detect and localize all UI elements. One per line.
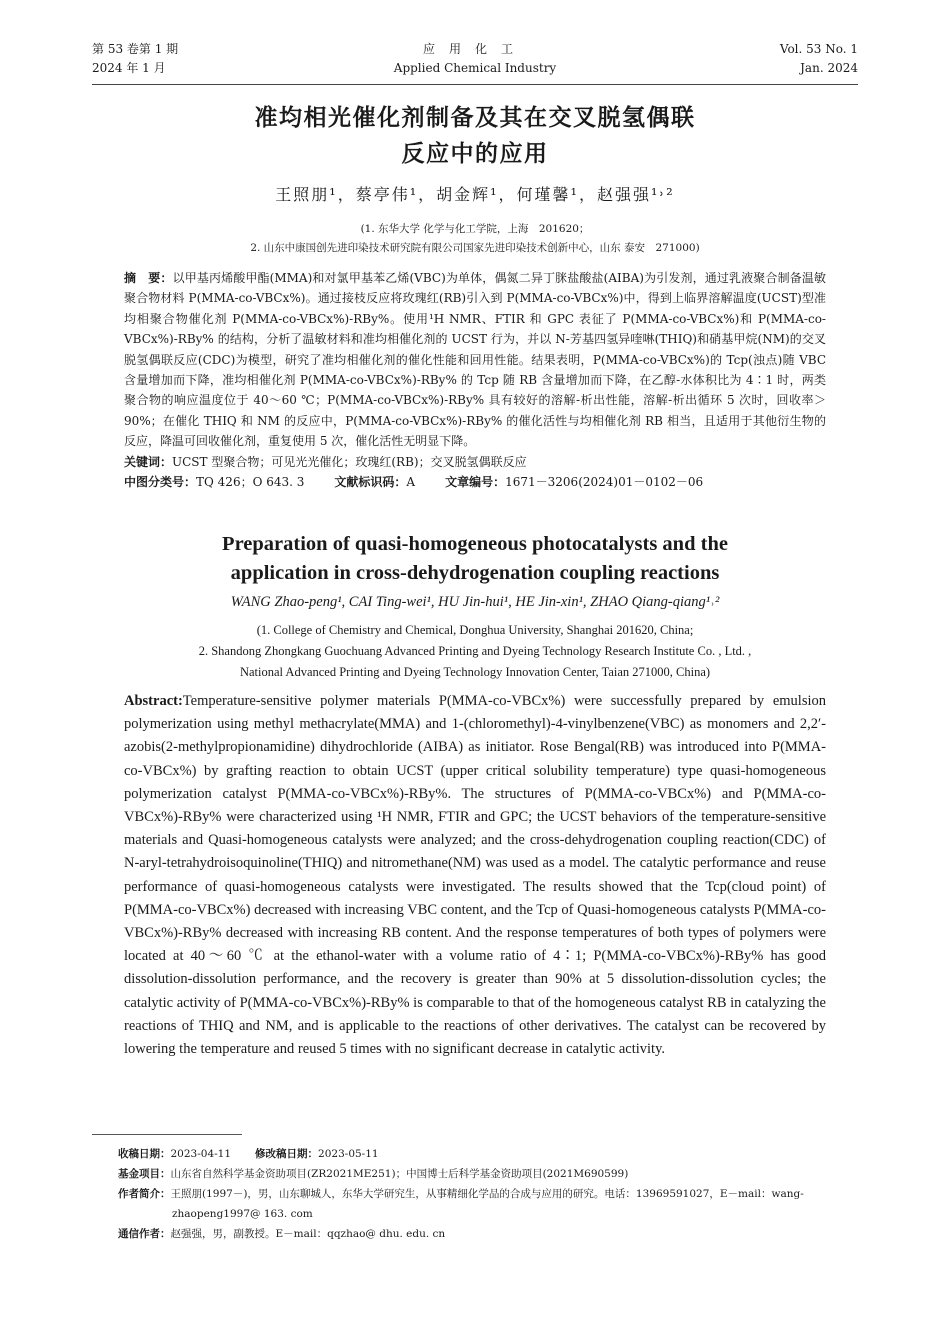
authors-en: WANG Zhao-peng¹, CAI Ting-wei¹, HU Jin-hui¹, HE Jin-xin¹, ZHAO Qiang-qiang¹˒² bbox=[230, 594, 720, 610]
keywords-cn-label: 关键词： bbox=[124, 454, 173, 469]
received-date: 2023-04-11 bbox=[170, 1148, 232, 1160]
abstract-cn bbox=[124, 268, 826, 492]
bio-email: zhaopeng1997@ 163. com bbox=[172, 1208, 313, 1220]
revised-label: 修改稿日期： bbox=[255, 1148, 319, 1160]
clc-label: 中图分类号： bbox=[124, 475, 197, 490]
affiliation-en-2: 2. Shandong Zhongkang Guochuang Advanced Printing and Dyeing Technology Research Institute Co. , Ltd. , bbox=[198, 644, 752, 658]
footnote-divider bbox=[92, 1134, 242, 1135]
footnotes bbox=[118, 1144, 858, 1244]
volume-cn: 第 53 卷第 1 期 bbox=[92, 42, 179, 56]
journal-name-cn: 应用化工 bbox=[422, 42, 527, 56]
corresponding-label: 通信作者： bbox=[118, 1228, 171, 1240]
affiliation-cn-2: 2. 山东中康国创先进印染技术研究院有限公司国家先进印染技术创新中心，山东 泰安 271000) bbox=[250, 242, 700, 254]
affiliation-en-1: (1. College of Chemistry and Chemical, Donghua University, Shanghai 201620, China; bbox=[256, 623, 694, 637]
title-en-line2: application in cross-dehydrogenation coupling reactions bbox=[230, 562, 720, 584]
clc-number: TQ 426；O 643. 3 bbox=[196, 475, 305, 490]
date-cn: 2024 年 1 月 bbox=[92, 61, 166, 75]
bio-text: 王照朋(1997－)，男，山东聊城人，东华大学研究生，从事精细化学品的合成与应用的研究。电话：13969591027，E－mail：wang- bbox=[170, 1188, 804, 1200]
keywords-cn-text: UCST 型聚合物；可见光光催化；玫瑰红(RB)；交叉脱氢偶联反应 bbox=[172, 454, 527, 469]
affiliations-en bbox=[92, 620, 858, 683]
article-id: 1671－3206(2024)01－0102－06 bbox=[505, 475, 704, 490]
affiliation-en-3: National Advanced Printing and Dyeing Technology Innovation Center, Taian 271000, China) bbox=[239, 665, 711, 679]
abstract-en bbox=[124, 690, 826, 1061]
title-cn bbox=[92, 100, 858, 172]
corresponding-text: 赵强强，男，副教授。E－mail：qqzhao@ dhu. edu. cn bbox=[170, 1228, 446, 1240]
revised-date: 2023-05-11 bbox=[318, 1148, 379, 1160]
affiliations-cn bbox=[92, 220, 858, 258]
bio-label: 作者简介： bbox=[118, 1188, 171, 1200]
abstract-en-text: Temperature-sensitive polymer materials P(MMA-co-VBCx%) were successfully prepared by emulsion polymerization using methyl methacrylate(MMA) and 1-(chloromethyl)-4-vinylbenzene(VBC) as monomers and 2,2′-azobis(2-methylpropionamidine) dihydrochloride (AIBA) as initiator. Rose Bengal(RB) was introduced into P(MMA-co-VBCx%) by grafting reaction to obtain UCST (upper critical solubility temperature) type quasi-homogeneous polymerization catalyst P(MMA-co-VBCx%)-RBy%. The structures of P(MMA-co-VBCx%) and P(MMA-co-VBCx%)-RBy% were characterized using ¹H NMR, FTIR and GPC; the UCST behaviors of the temperature-sensitive materials and Quasi-homogeneous catalysts were analyzed; and the cross-dehydrogenation coupling reaction(CDC) of N-aryl-tetrahydroisoquinoline(THIQ) and nitromethane(NM) was used as a model. The catalytic performance and reuse performance of quasi-homogeneous catalysts were investigated. The results showed that the Tcp(cloud point) of P(MMA-co-VBCx%) decreased with increasing VBC content, and the Tcp of Quasi-homogeneous catalysts P(MMA-co-VBCx%)-RBy% decreased with increasing RB content. And the response temperatures of both types of polymers were located at 40～60 ℃ at the ethanol-water with a volume ratio of 4∶1; P(MMA-co-VBCx%)-RBy% has good dissolution-dissolution performance, and the recovery is greater than 90% at 5 dissolution-dissolution cycles; the catalytic activity of P(MMA-co-VBCx%)-RBy% is comparable to that of the homogeneous catalyst RB in catalyzing the reactions of THIQ and NM, and is applicable to the reactions of other derivatives. The catalyst can be recovered by lowering the temperature and reused 5 times with no significant decrease in catalytic activity. bbox=[124, 693, 826, 1058]
title-cn-line1: 准均相光催化剂制备及其在交叉脱氢偶联 bbox=[254, 105, 696, 131]
fund-text: 山东省自然科学基金资助项目(ZR2021ME251)；中国博士后科学基金资助项目(2021M690599) bbox=[170, 1168, 629, 1180]
article-id-label: 文章编号： bbox=[445, 475, 506, 490]
abstract-cn-label: 摘 要： bbox=[124, 271, 173, 285]
title-cn-line2: 反应中的应用 bbox=[401, 141, 549, 167]
title-en-line1: Preparation of quasi-homogeneous photocatalysts and the bbox=[222, 533, 728, 555]
abstract-en-label: Abstract: bbox=[124, 693, 183, 709]
header-center bbox=[92, 40, 858, 78]
authors-cn: 王照朋¹，蔡亭伟¹，胡金辉¹，何瑾馨¹，赵强强¹˒² bbox=[275, 185, 675, 204]
title-en bbox=[92, 530, 858, 588]
header-divider bbox=[92, 84, 858, 85]
doc-code-label: 文献标识码： bbox=[334, 475, 407, 490]
fund-label: 基金项目： bbox=[118, 1168, 171, 1180]
affiliation-cn-1: (1. 东华大学 化学与化工学院，上海 201620； bbox=[360, 223, 590, 235]
doc-code: A bbox=[406, 475, 416, 490]
date-en: Jan. 2024 bbox=[800, 61, 858, 75]
running-header bbox=[92, 40, 858, 86]
volume-en: Vol. 53 No. 1 bbox=[779, 42, 858, 56]
received-label: 收稿日期： bbox=[118, 1148, 171, 1160]
header-right bbox=[780, 40, 858, 78]
abstract-cn-text: 以甲基丙烯酸甲酯(MMA)和对氯甲基苯乙烯(VBC)为单体，偶氮二异丁脒盐酸盐(AIBA)为引发剂，通过乳液聚合制备温敏聚合物材料 P(MMA-co-VBCx%)。通过接枝反应将玫瑰红(RB)引入到 P(MMA-co-VBCx%)中，得到上临界溶解温度(UCST)型准均相聚合物催化剂 P(MMA-co-VBCx%)-RBy%。使用¹H NMR、FTIR 和 GPC 表征了 P(MMA-co-VBCx%)和 P(MMA-co-VBCx%)-RBy% 的结构，分析了温敏材料和准均相催化剂的 UCST 行为，并以 N-芳基四氢异喹啉(THIQ)和硝基甲烷(NM)的交叉脱氢偶联反应(CDC)为模型，研究了准均相催化剂的催化性能和回用性能。结果表明，P(MMA-co-VBCx%)的 Tcp(浊点)随 VBC 含量增加而下降，准均相催化剂 P(MMA-co-VBCx%)-RBy% 的 Tcp 随 RB 含量增加而下降，在乙醇-水体积比为 4∶1 时，两类聚合物的响应温度位于 40～60 ℃；P(MMA-co-VBCx%)-RBy% 具有较好的溶解-析出性能，溶解-析出循环 5 次时，回收率＞90%；在催化 THIQ 和 NM 的反应中，P(MMA-co-VBCx%)-RBy% 的催化活性与均相催化剂 RB 相当，且适用于其他衍生物的反应，降温可回收催化剂，重复使用 5 次，催化活性无明显下降。 bbox=[124, 271, 826, 449]
journal-name-en: Applied Chemical Industry bbox=[393, 61, 557, 75]
